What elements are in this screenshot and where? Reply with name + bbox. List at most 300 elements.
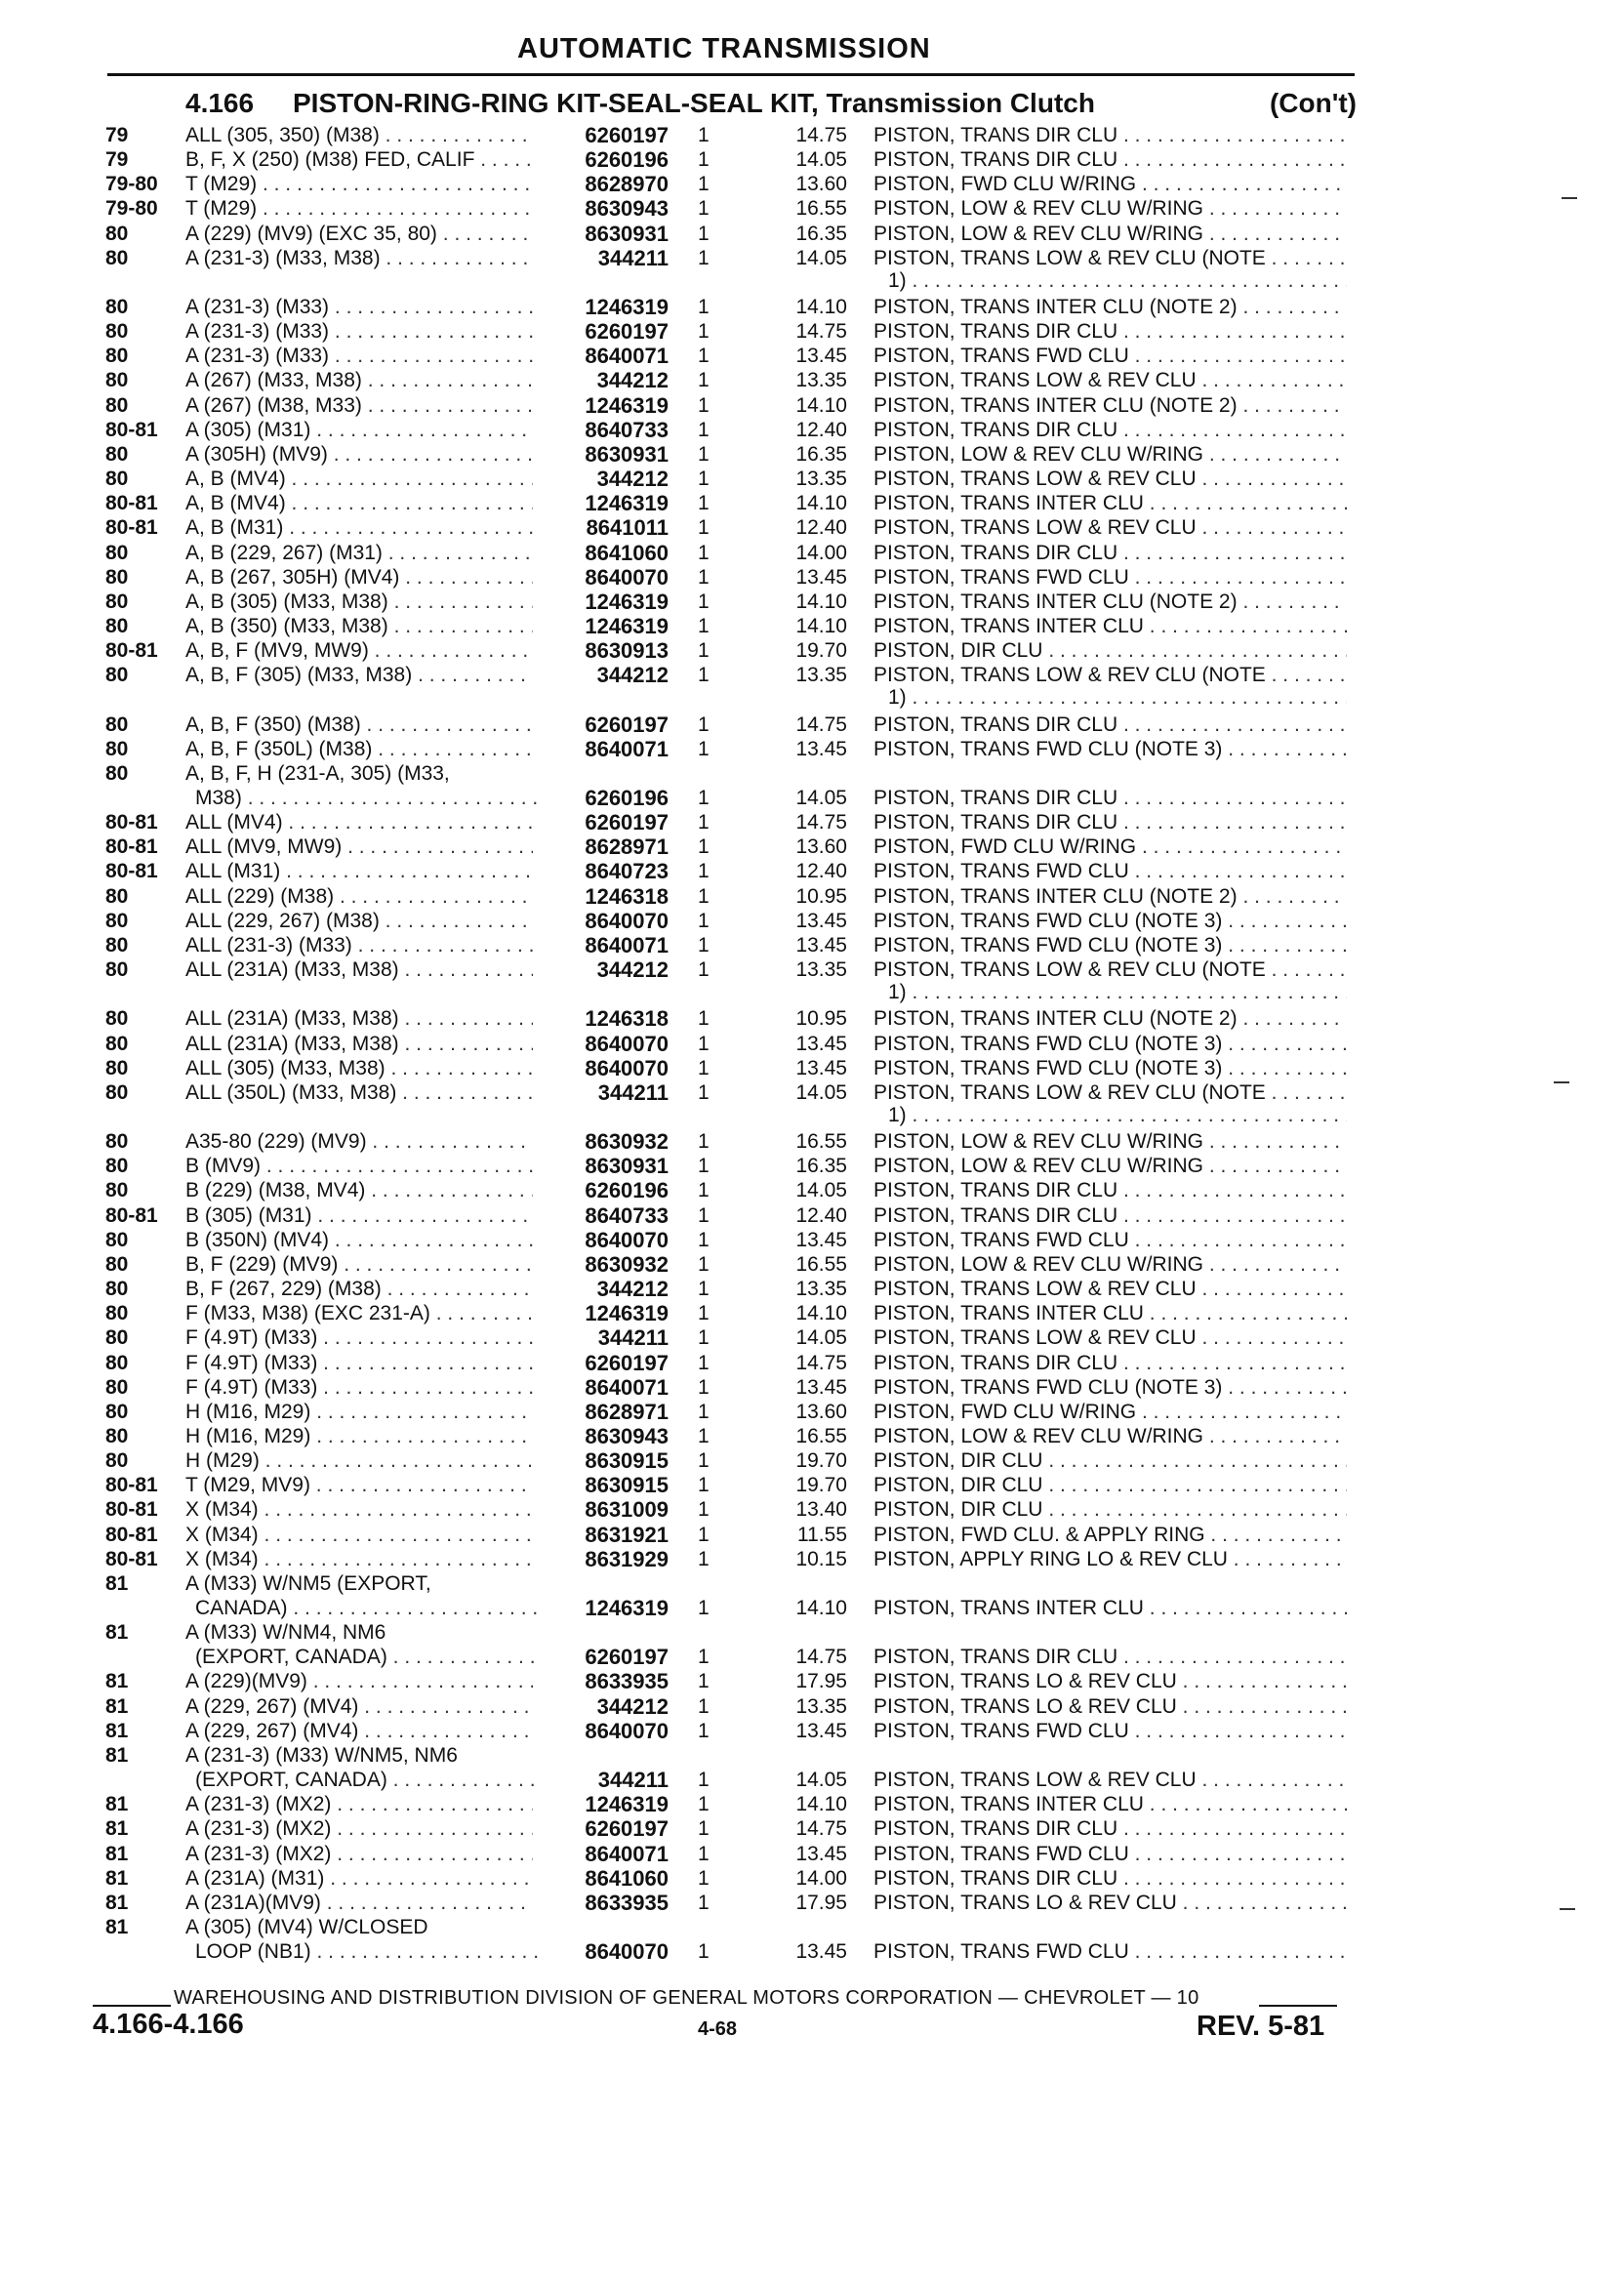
model-year: 81: [105, 1744, 129, 1767]
quantity: 1: [698, 590, 710, 613]
application: A (305) (MV4) W/CLOSED: [185, 1916, 428, 1938]
part-number: 8641060: [585, 1866, 669, 1891]
quantity: 1: [698, 811, 710, 834]
application: M38) . . .: [195, 786, 543, 810]
table-row: [0, 1154, 1624, 1178]
price: 13.45: [795, 738, 847, 760]
price: 12.40: [795, 1204, 847, 1227]
table-row: [0, 1032, 1624, 1056]
price: 10.15: [795, 1548, 847, 1570]
table-row: [0, 1645, 1624, 1669]
application: A (231-3) (M33) W/NM5, NM6: [185, 1744, 458, 1767]
table-row: [0, 1129, 1624, 1154]
quantity: 1: [698, 1524, 710, 1546]
description: PISTON, TRANS INTER CLU (NOTE 2) . . .: [873, 295, 1347, 319]
application: A (231A)(MV9) . . .: [185, 1891, 533, 1915]
model-year: 81: [105, 1793, 129, 1815]
price: 13.35: [795, 664, 847, 686]
table-row: [0, 1547, 1624, 1571]
table-row: [0, 1277, 1624, 1301]
price: 19.70: [795, 1449, 847, 1472]
quantity: 1: [698, 1720, 710, 1742]
model-year: 81: [105, 1817, 129, 1840]
price: 14.75: [795, 1817, 847, 1840]
margin-mark: [1562, 197, 1577, 199]
quantity: 1: [698, 1401, 710, 1423]
quantity: 1: [698, 1278, 710, 1300]
application: A (229) (MV9) (EXC 35, 80) . . .: [185, 222, 533, 246]
description: PISTON, TRANS LOW & REV CLU (NOTE . . .: [873, 663, 1347, 687]
description: PISTON, TRANS LOW & REV CLU . . .: [873, 1768, 1347, 1792]
price: 14.00: [795, 542, 847, 564]
description: PISTON, TRANS LO & REV CLU . . .: [873, 1694, 1347, 1719]
model-year: 80: [105, 443, 129, 466]
application: ALL (MV4) . . .: [185, 810, 533, 835]
quantity: 1: [698, 369, 710, 391]
price: 14.10: [795, 1302, 847, 1324]
table-row: [0, 859, 1624, 883]
price: 13.45: [795, 1229, 847, 1251]
part-number: 1246319: [585, 393, 669, 418]
quantity: 1: [698, 1867, 710, 1890]
model-year: 80: [105, 590, 129, 613]
quantity: 1: [698, 1326, 710, 1349]
model-year: 81: [105, 1572, 129, 1595]
part-number: 8640070: [585, 1032, 669, 1056]
model-year: 80: [105, 885, 129, 908]
description: PISTON, LOW & REV CLU W/RING . . .: [873, 1129, 1347, 1154]
table-row: [0, 663, 1624, 687]
description: PISTON, TRANS DIR CLU . . .: [873, 1203, 1347, 1228]
part-number: 8640733: [585, 1203, 669, 1228]
price: 14.05: [795, 148, 847, 171]
part-number: 8640070: [585, 565, 669, 590]
table-row: [0, 638, 1624, 663]
table-row: [0, 123, 1624, 147]
description: PISTON, LOW & REV CLU W/RING . . .: [873, 222, 1347, 246]
application: A35-80 (229) (MV9) . . .: [185, 1129, 533, 1154]
part-number: 6260197: [585, 123, 669, 147]
application: B, F, X (250) (M38) FED, CALIF . . .: [185, 147, 533, 172]
application: H (M16, M29) . . .: [185, 1424, 533, 1448]
table-row: [0, 1080, 1624, 1105]
price: 14.75: [795, 811, 847, 834]
quantity: 1: [698, 910, 710, 932]
model-year: 81: [105, 1916, 129, 1938]
price: 16.35: [795, 223, 847, 245]
application: (EXPORT, CANADA) . . .: [195, 1645, 543, 1669]
quantity: 1: [698, 1179, 710, 1201]
model-year: 80: [105, 934, 129, 957]
model-year: 80: [105, 664, 129, 686]
application: A, B (267, 305H) (MV4) . . .: [185, 565, 533, 590]
model-year: 80-81: [105, 1204, 158, 1227]
quantity: 1: [698, 885, 710, 908]
table-row: [0, 1620, 1624, 1645]
description-continued: 1) . . .: [888, 685, 1347, 710]
application: A (231-3) (M33) . . .: [185, 319, 533, 344]
quantity: 1: [698, 738, 710, 760]
application: A, B, F (MV9, MW9) . . .: [185, 638, 533, 663]
table-row: [0, 1694, 1624, 1719]
application: ALL (305, 350) (M38) . . .: [185, 123, 533, 147]
model-year: 81: [105, 1843, 129, 1865]
price: 16.55: [795, 197, 847, 220]
quantity: 1: [698, 835, 710, 858]
table-row: [0, 1473, 1624, 1497]
application: A, B (350) (M33, M38) . . .: [185, 614, 533, 638]
price: 16.35: [795, 1155, 847, 1177]
part-number: 8628971: [585, 1400, 669, 1424]
quantity: 1: [698, 1843, 710, 1865]
description: PISTON, TRANS DIR CLU . . .: [873, 810, 1347, 835]
model-year: 80: [105, 247, 129, 269]
description: PISTON, DIR CLU . . .: [873, 638, 1347, 663]
part-number: 8631009: [585, 1497, 669, 1522]
part-number: 1246319: [585, 295, 669, 319]
price: 13.60: [795, 835, 847, 858]
quantity: 1: [698, 1449, 710, 1472]
model-year: 80: [105, 615, 129, 637]
model-year: 80: [105, 296, 129, 318]
part-number: 8640071: [585, 737, 669, 761]
description: PISTON, TRANS INTER CLU (NOTE 2) . . .: [873, 884, 1347, 909]
application: ALL (229) (M38) . . .: [185, 884, 533, 909]
price: 17.95: [795, 1670, 847, 1692]
application: A, B (305) (M33, M38) . . .: [185, 590, 533, 614]
quantity: 1: [698, 296, 710, 318]
application: A, B, F (305) (M33, M38) . . .: [185, 663, 533, 687]
table-row: [0, 712, 1624, 737]
application: A (231-3) (MX2) . . .: [185, 1842, 533, 1866]
table-row: [0, 810, 1624, 835]
part-number: 1246319: [585, 614, 669, 638]
part-number: 1246318: [585, 884, 669, 909]
quantity: 1: [698, 1302, 710, 1324]
quantity: 1: [698, 173, 710, 195]
application: A (229, 267) (MV4) . . .: [185, 1719, 533, 1743]
part-number: 8640071: [585, 1842, 669, 1866]
quantity: 1: [698, 542, 710, 564]
description: PISTON, DIR CLU . . .: [873, 1497, 1347, 1522]
model-year: 79-80: [105, 173, 158, 195]
table-row: [0, 393, 1624, 418]
quantity: 1: [698, 1033, 710, 1055]
model-year: 79: [105, 124, 129, 146]
price: 13.45: [795, 1057, 847, 1079]
quantity: 1: [698, 1548, 710, 1570]
description: PISTON, TRANS INTER CLU (NOTE 2) . . .: [873, 393, 1347, 418]
model-year: 80-81: [105, 835, 158, 858]
description: PISTON, TRANS DIR CLU . . .: [873, 786, 1347, 810]
quantity: 1: [698, 1081, 710, 1104]
application: A, B, F (350L) (M38) . . .: [185, 737, 533, 761]
quantity: 1: [698, 1940, 710, 1963]
price: 14.10: [795, 1793, 847, 1815]
table-row: [0, 1596, 1624, 1620]
application: ALL (231A) (M33, M38) . . .: [185, 1032, 533, 1056]
table-row: [0, 1178, 1624, 1202]
part-number: 6260197: [585, 319, 669, 344]
description: PISTON, TRANS FWD CLU . . .: [873, 1939, 1347, 1964]
description: PISTON, TRANS FWD CLU . . .: [873, 1719, 1347, 1743]
quantity: 1: [698, 1817, 710, 1840]
price: 10.95: [795, 1007, 847, 1030]
application: F (4.9T) (M33) . . .: [185, 1375, 533, 1400]
application: X (M34) . . .: [185, 1547, 533, 1571]
application: A (229)(MV9) . . .: [185, 1669, 533, 1693]
description-continued: 1) . . .: [888, 1103, 1347, 1127]
description: PISTON, TRANS DIR CLU . . .: [873, 319, 1347, 344]
section-heading: [185, 88, 1357, 119]
model-year: 81: [105, 1867, 129, 1890]
table-row: [0, 1939, 1624, 1964]
section-title: PISTON-RING-RING KIT-SEAL-SEAL KIT, Transmission Clutch: [293, 88, 1095, 118]
part-number: 8640733: [585, 418, 669, 442]
description: PISTON, TRANS DIR CLU . . .: [873, 1816, 1347, 1841]
table-row: [0, 344, 1624, 368]
application: B (350N) (MV4) . . .: [185, 1228, 533, 1252]
description: PISTON, TRANS FWD CLU . . .: [873, 1842, 1347, 1866]
price: 12.40: [795, 860, 847, 882]
price: 14.75: [795, 1646, 847, 1668]
part-number: 8628970: [585, 172, 669, 196]
application: T (M29) . . .: [185, 196, 533, 221]
part-number: 8633935: [585, 1891, 669, 1915]
application: X (M34) . . .: [185, 1523, 533, 1547]
price: 14.05: [795, 1179, 847, 1201]
part-number: 344212: [596, 1277, 669, 1301]
description: PISTON, TRANS LO & REV CLU . . .: [873, 1891, 1347, 1915]
price: 10.95: [795, 885, 847, 908]
model-year: 80: [105, 320, 129, 343]
model-year: 80-81: [105, 419, 158, 441]
description: PISTON, TRANS FWD CLU (NOTE 3) . . .: [873, 909, 1347, 933]
table-row: [0, 761, 1624, 786]
description: PISTON, TRANS LOW & REV CLU . . .: [873, 1325, 1347, 1350]
application: A, B, F (350) (M38) . . .: [185, 712, 533, 737]
part-number: 8633935: [585, 1669, 669, 1693]
quantity: 1: [698, 1474, 710, 1496]
description: PISTON, TRANS DIR CLU . . .: [873, 418, 1347, 442]
application: B, F (229) (MV9) . . .: [185, 1252, 533, 1277]
model-year: 80: [105, 394, 129, 417]
quantity: 1: [698, 1769, 710, 1791]
table-row: [0, 515, 1624, 540]
price: 13.35: [795, 369, 847, 391]
application: A (267) (M33, M38) . . .: [185, 368, 533, 392]
price: 13.35: [795, 958, 847, 981]
part-number: 8640070: [585, 909, 669, 933]
application: ALL (229, 267) (M38) . . .: [185, 909, 533, 933]
quantity: 1: [698, 1253, 710, 1276]
description: PISTON, TRANS LOW & REV CLU . . .: [873, 1277, 1347, 1301]
part-number: 8640070: [585, 1939, 669, 1964]
price: 13.35: [795, 1278, 847, 1300]
quantity: 1: [698, 247, 710, 269]
description: PISTON, LOW & REV CLU W/RING . . .: [873, 1424, 1347, 1448]
price: 13.45: [795, 1033, 847, 1055]
table-row: [0, 1375, 1624, 1400]
quantity: 1: [698, 1007, 710, 1030]
description: PISTON, FWD CLU W/RING . . .: [873, 172, 1347, 196]
table-row: [0, 1719, 1624, 1743]
part-number: 6260197: [585, 712, 669, 737]
model-year: 80: [105, 1376, 129, 1399]
price: 14.75: [795, 713, 847, 736]
model-year: 80-81: [105, 639, 158, 662]
table-row: [0, 196, 1624, 221]
table-row: [0, 295, 1624, 319]
footer-section-index: 4.166-4.166: [93, 2009, 244, 2040]
table-row: [0, 1056, 1624, 1080]
description: PISTON, TRANS INTER CLU . . .: [873, 1792, 1347, 1816]
description: PISTON, FWD CLU W/RING . . .: [873, 1400, 1347, 1424]
model-year: 80: [105, 1401, 129, 1423]
application: A (231-3) (M33) . . .: [185, 344, 533, 368]
part-number: 1246319: [585, 1596, 669, 1620]
model-year: 80: [105, 1057, 129, 1079]
application: X (M34) . . .: [185, 1497, 533, 1522]
quantity: 1: [698, 197, 710, 220]
part-number: 344212: [596, 467, 669, 491]
footer-division-text: WAREHOUSING AND DISTRIBUTION DIVISION OF GENERAL MOTORS CORPORATION — CHEVROLET — 10: [174, 1987, 1199, 2009]
quantity: 1: [698, 516, 710, 539]
model-year: 80: [105, 1081, 129, 1104]
table-row: [0, 1571, 1624, 1596]
description: PISTON, TRANS LOW & REV CLU . . .: [873, 368, 1347, 392]
footer-page-number: 4-68: [698, 2018, 738, 2040]
model-year: 81: [105, 1670, 129, 1692]
table-row: [0, 1523, 1624, 1547]
price: 13.45: [795, 1843, 847, 1865]
quantity: 1: [698, 1892, 710, 1914]
price: 14.05: [795, 1769, 847, 1791]
quantity: 1: [698, 787, 710, 809]
application: ALL (MV9, MW9) . . .: [185, 835, 533, 859]
quantity: 1: [698, 1695, 710, 1718]
description: PISTON, TRANS INTER CLU . . .: [873, 491, 1347, 515]
description: PISTON, LOW & REV CLU W/RING . . .: [873, 1252, 1347, 1277]
part-number: 6260197: [585, 1351, 669, 1375]
application: ALL (231A) (M33, M38) . . .: [185, 1006, 533, 1031]
price: 13.45: [795, 1940, 847, 1963]
price: 14.05: [795, 1326, 847, 1349]
model-year: 80: [105, 468, 129, 490]
model-year: 80: [105, 223, 129, 245]
table-row: [0, 491, 1624, 515]
price: 13.60: [795, 1401, 847, 1423]
quantity: 1: [698, 934, 710, 957]
application: A (M33) W/NM4, NM6: [185, 1621, 386, 1644]
quantity: 1: [698, 443, 710, 466]
model-year: 79-80: [105, 197, 158, 220]
table-row: [0, 1448, 1624, 1473]
quantity: 1: [698, 1793, 710, 1815]
price: 14.05: [795, 247, 847, 269]
part-number: 344212: [596, 368, 669, 392]
model-year: 80-81: [105, 516, 158, 539]
application: A, B (MV4) . . .: [185, 491, 533, 515]
table-row: [0, 418, 1624, 442]
price: 13.45: [795, 566, 847, 589]
model-year: 81: [105, 1695, 129, 1718]
model-year: 80: [105, 958, 129, 981]
price: 14.75: [795, 320, 847, 343]
footer-revision: REV. 5-81: [1197, 2011, 1325, 2042]
part-number: 8640070: [585, 1228, 669, 1252]
model-year: 80: [105, 1449, 129, 1472]
part-number: 344211: [597, 246, 669, 270]
description: PISTON, TRANS INTER CLU . . .: [873, 1301, 1347, 1325]
table-row: [0, 172, 1624, 196]
table-row: [0, 614, 1624, 638]
quantity: 1: [698, 345, 710, 367]
quantity: 1: [698, 664, 710, 686]
part-number: 8630915: [585, 1448, 669, 1473]
table-row: [0, 1891, 1624, 1915]
table-row: [0, 909, 1624, 933]
quantity: 1: [698, 713, 710, 736]
description: PISTON, TRANS INTER CLU (NOTE 2) . . .: [873, 1006, 1347, 1031]
model-year: 80: [105, 1155, 129, 1177]
application: ALL (231-3) (M33) . . .: [185, 933, 533, 957]
description: PISTON, TRANS DIR CLU . . .: [873, 147, 1347, 172]
description: PISTON, TRANS LO & REV CLU . . .: [873, 1669, 1347, 1693]
part-number: 8630931: [585, 222, 669, 246]
table-row: [0, 884, 1624, 909]
table-row: [0, 319, 1624, 344]
description: PISTON, TRANS FWD CLU (NOTE 3) . . .: [873, 933, 1347, 957]
application: F (4.9T) (M33) . . .: [185, 1325, 533, 1350]
model-year: 80-81: [105, 492, 158, 514]
part-number: 344212: [596, 957, 669, 982]
model-year: 81: [105, 1720, 129, 1742]
part-number: 8641011: [586, 515, 669, 540]
description: PISTON, TRANS LOW & REV CLU (NOTE . . .: [873, 1080, 1347, 1105]
application: H (M29) . . .: [185, 1448, 533, 1473]
quantity: 1: [698, 1130, 710, 1153]
price: 13.35: [795, 1695, 847, 1718]
model-year: 80: [105, 1179, 129, 1201]
price: 17.95: [795, 1892, 847, 1914]
application: T (M29) . . .: [185, 172, 533, 196]
description: PISTON, DIR CLU . . .: [873, 1448, 1347, 1473]
application: A, B, F, H (231-A, 305) (M33,: [185, 762, 450, 785]
table-row: [0, 835, 1624, 859]
model-year: 80-81: [105, 860, 158, 882]
price: 16.55: [795, 1425, 847, 1447]
quantity: 1: [698, 394, 710, 417]
part-number: 8630931: [585, 1154, 669, 1178]
header-rule: [107, 73, 1355, 76]
table-row: [0, 147, 1624, 172]
price: 14.05: [795, 1081, 847, 1104]
part-number: 8640071: [585, 933, 669, 957]
description: PISTON, TRANS FWD CLU . . .: [873, 1228, 1347, 1252]
margin-mark: [1554, 1081, 1569, 1083]
quantity: 1: [698, 419, 710, 441]
table-row: [0, 222, 1624, 246]
application: A (229, 267) (MV4) . . .: [185, 1694, 533, 1719]
description: PISTON, TRANS LOW & REV CLU . . .: [873, 515, 1347, 540]
model-year: 80: [105, 1425, 129, 1447]
table-row: [0, 442, 1624, 467]
part-number: 8630943: [585, 196, 669, 221]
quantity: 1: [698, 860, 710, 882]
model-year: 80: [105, 1033, 129, 1055]
quantity: 1: [698, 1670, 710, 1692]
